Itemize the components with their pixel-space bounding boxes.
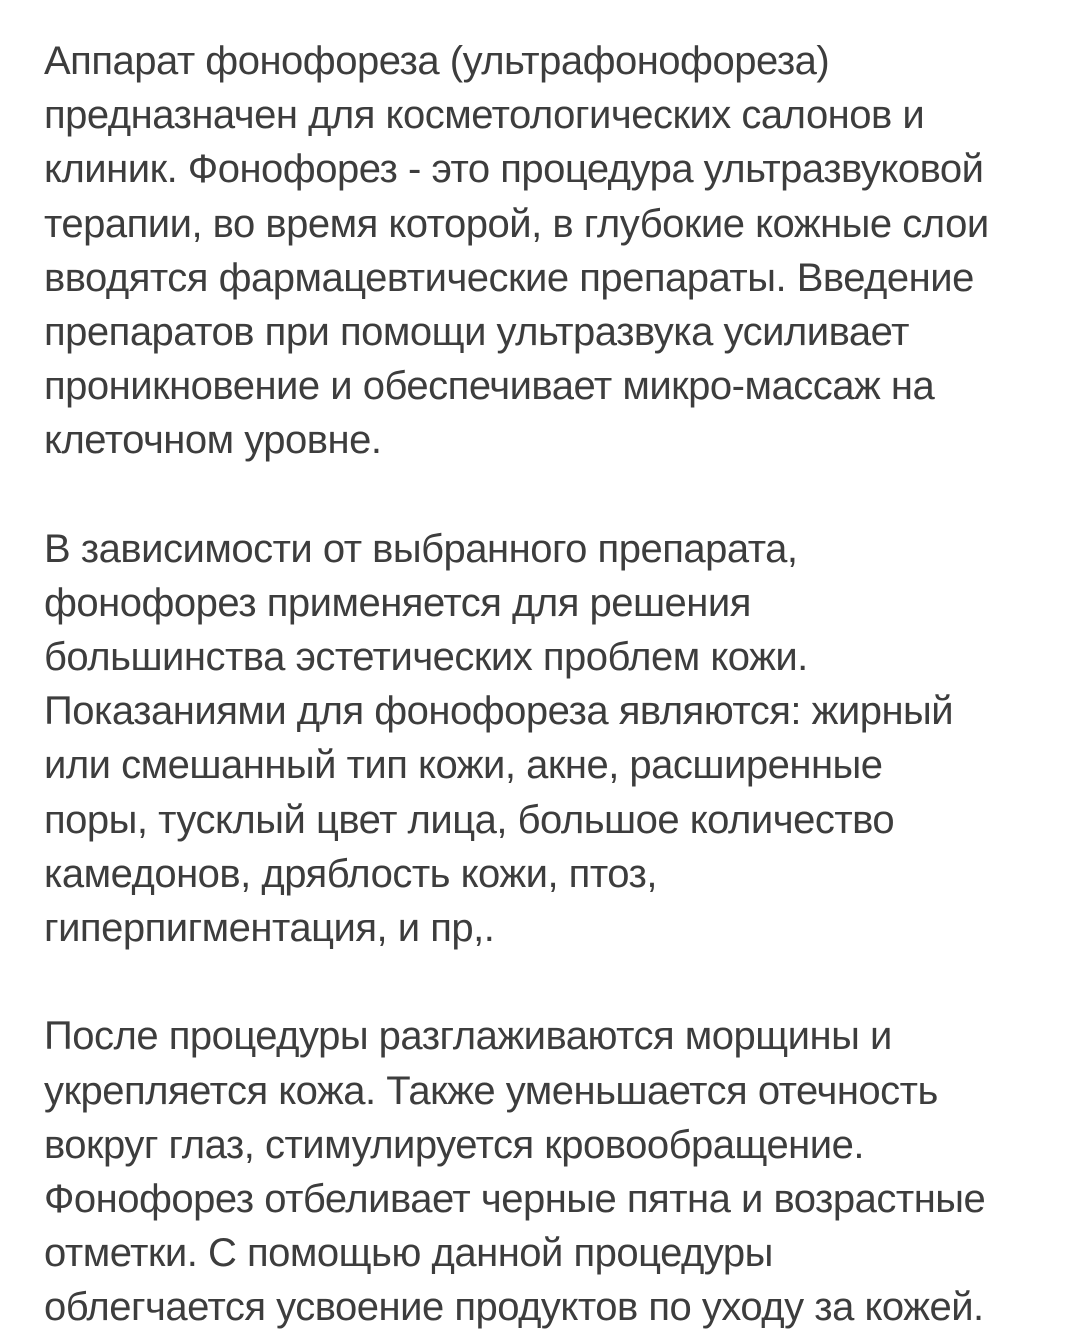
paragraph-spacer <box>44 955 1054 1009</box>
text-line: клеточном уровне. <box>44 418 382 463</box>
text-line: терапии, во время которой, в глубокие кожные слои <box>44 201 989 246</box>
text-line: Фонофорез отбеливает черные пятна и возрастные <box>44 1176 986 1221</box>
text-line: поры, тусклый цвет лица, большое количество <box>44 797 895 842</box>
text-line: Показаниями для фонофореза являются: жирный <box>44 689 954 734</box>
text-line: отметки. С помощью данной процедуры <box>44 1231 773 1276</box>
text-line: препаратов при помощи ультразвука усиливает <box>44 309 909 354</box>
paragraph-spacer <box>44 468 1054 522</box>
text-line: проникновение и обеспечивает микро-массаж на <box>44 364 935 409</box>
text-line: клиник. Фонофорез - это процедура ультразвуковой <box>44 147 984 192</box>
text-line: камедонов, дряблость кожи, птоз, <box>44 851 657 896</box>
text-line: гиперпигментация, и пр,. <box>44 906 495 950</box>
paragraph-1 <box>44 34 1054 468</box>
text-line: большинства эстетических проблем кожи. <box>44 635 808 680</box>
text-line: Аппарат фонофореза (ультрафонофореза) <box>44 39 830 83</box>
text-line: облегчается усвоение продуктов по уходу за кожей. <box>44 1285 984 1330</box>
text-line: После процедуры разглаживаются морщины и <box>44 1014 892 1059</box>
text-line: предназначен для косметологических салонов и <box>44 93 925 138</box>
text-line: В зависимости от выбранного препарата, <box>44 526 798 571</box>
paragraph-2 <box>44 522 1054 956</box>
paragraph-3 <box>44 1009 1054 1334</box>
text-line: укрепляется кожа. Также уменьшается отечность <box>44 1068 938 1113</box>
text-line: фонофорез применяется для решения <box>44 580 751 625</box>
text-line: или смешанный тип кожи, акне, расширенные <box>44 743 883 788</box>
text-line: вокруг глаз, стимулируется кровообращение. <box>44 1122 864 1167</box>
text-line: вводятся фармацевтические препараты. Введение <box>44 255 974 300</box>
article-text <box>44 34 1054 1335</box>
